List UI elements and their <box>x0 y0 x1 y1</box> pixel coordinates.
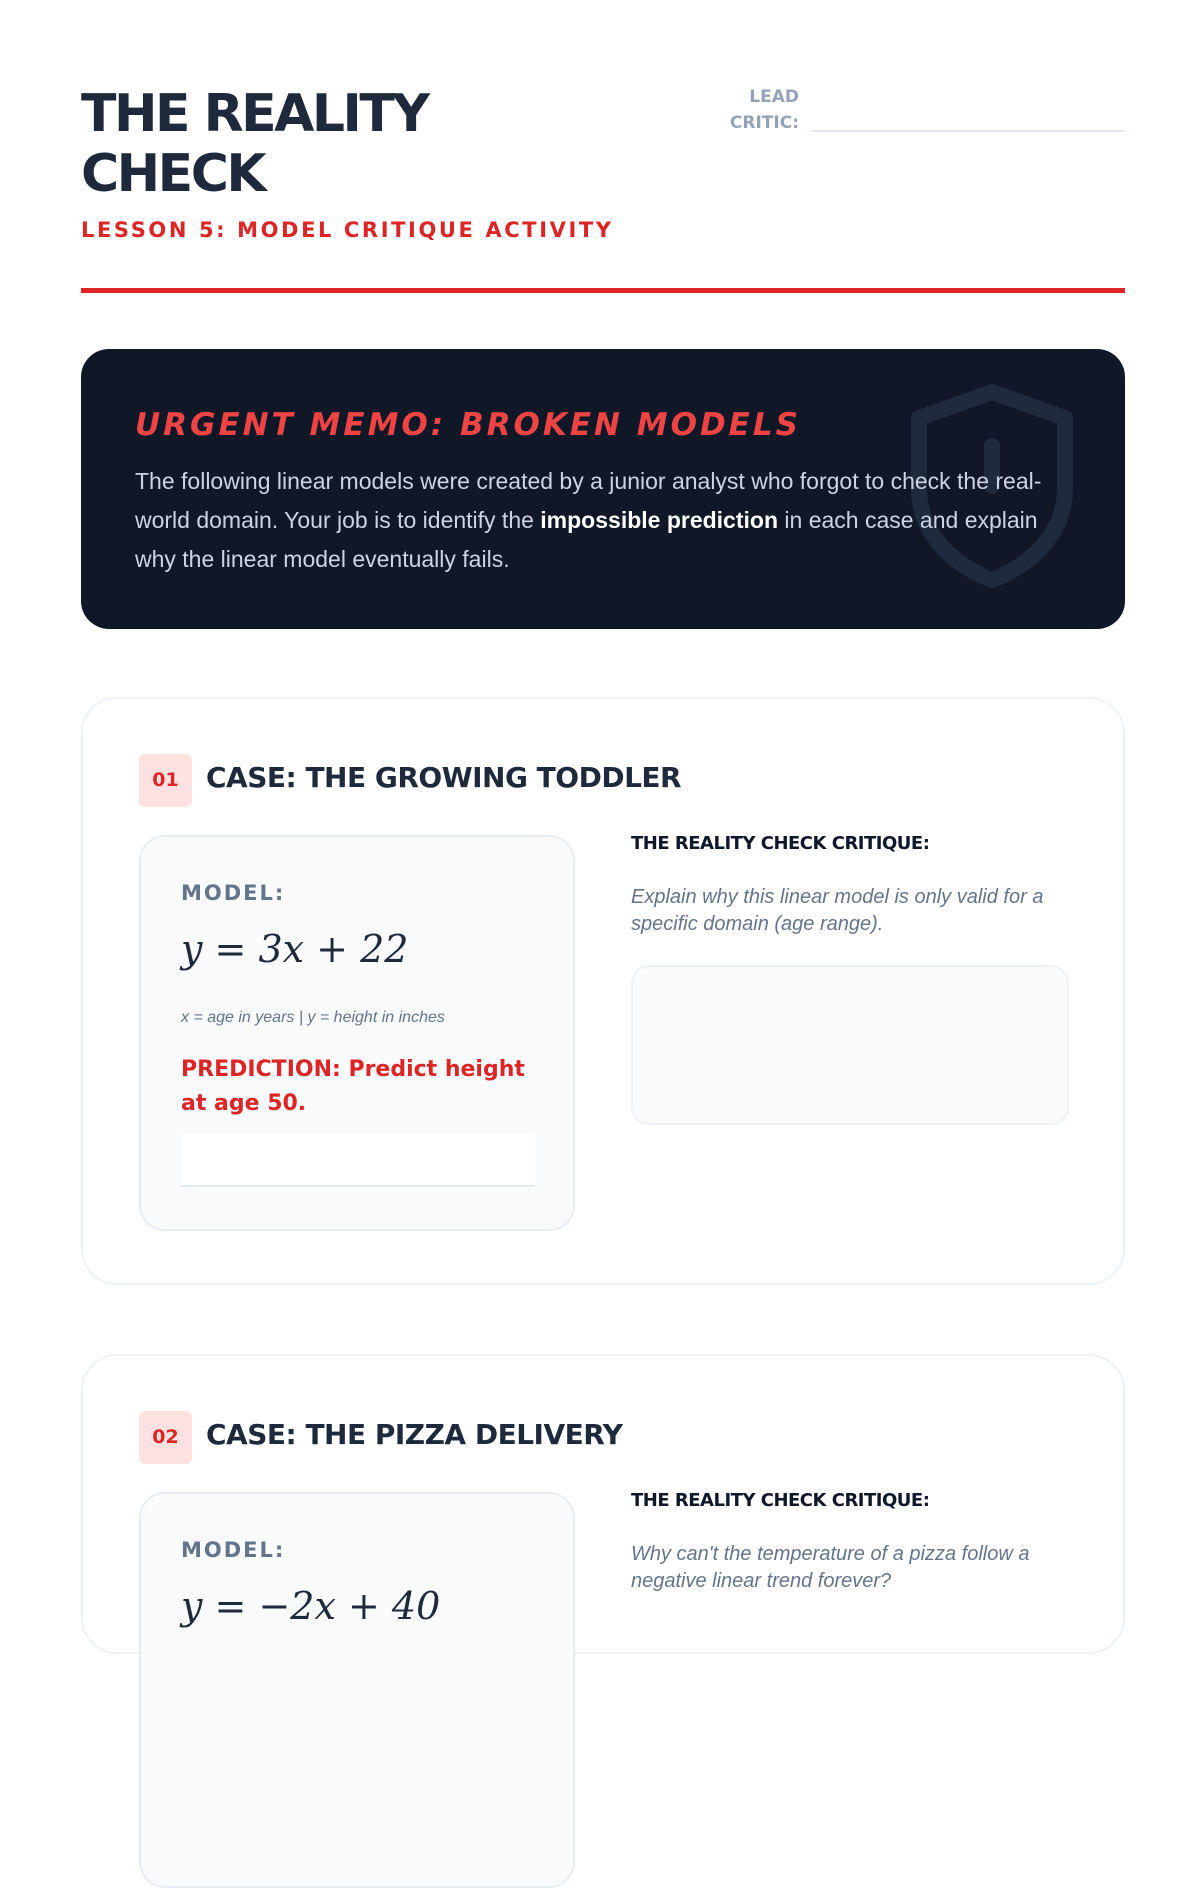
lead-critic-label <box>689 84 799 136</box>
page-title <box>81 84 561 204</box>
critique-label: THE REALITY CHECK CRITIQUE: <box>631 1490 930 1511</box>
critique-label: THE REALITY CHECK CRITIQUE: <box>631 833 930 854</box>
prediction-prompt: PREDICTION: Predict height at age 50. <box>181 1057 525 1116</box>
memo-text-start: The following linear models were created by a junior analyst who forgot to check the real-world domain. Your job is to identify the <box>135 468 1042 533</box>
title-line-2: CHECK <box>81 144 265 204</box>
variable-definitions: x = age in years | y = height in inches <box>181 1009 445 1026</box>
critic-label-line-2: CRITIC: <box>729 113 799 133</box>
case-number-badge: 01 <box>139 754 192 807</box>
lesson-subtitle: LESSON 5: MODEL CRITIQUE ACTIVITY <box>81 218 614 242</box>
case-number-badge: 02 <box>139 1411 192 1464</box>
case-card-pizza-delivery <box>81 1354 1125 1654</box>
urgent-memo-panel <box>81 349 1125 629</box>
header-divider <box>81 288 1125 293</box>
model-card <box>139 1492 575 1888</box>
case-card-growing-toddler <box>81 697 1125 1285</box>
critique-prompt: Explain why this linear model is only valid for a specific domain (age range). <box>631 886 1044 935</box>
critique-section <box>631 1490 1071 1595</box>
lead-critic-input-line[interactable] <box>811 130 1125 132</box>
memo-text <box>135 462 1075 579</box>
title-line-1: THE REALITY <box>81 84 428 144</box>
model-equation: y = 3x + 22 <box>181 927 409 971</box>
critic-label-line-1: LEAD <box>749 87 799 107</box>
case-title: CASE: THE PIZZA DELIVERY <box>206 1418 623 1451</box>
lead-critic-field[interactable] <box>709 84 1125 134</box>
critique-prompt: Why can't the temperature of a pizza follow a negative linear trend forever? <box>631 1543 1030 1592</box>
critique-section <box>631 833 1071 938</box>
prediction-answer-input[interactable] <box>181 1133 535 1187</box>
model-label: MODEL: <box>181 881 286 905</box>
memo-text-emphasis: impossible prediction <box>540 507 779 533</box>
worksheet-header <box>81 84 1125 296</box>
case-title: CASE: THE GROWING TODDLER <box>206 761 682 794</box>
model-label: MODEL: <box>181 1538 286 1562</box>
model-equation: y = −2x + 40 <box>181 1584 441 1628</box>
memo-title: URGENT MEMO: BROKEN MODELS <box>135 407 801 443</box>
model-card <box>139 835 575 1231</box>
memo-text-end: in each case and explain why the linear model eventually fails. <box>135 507 1038 572</box>
critique-answer-box[interactable] <box>631 965 1069 1125</box>
